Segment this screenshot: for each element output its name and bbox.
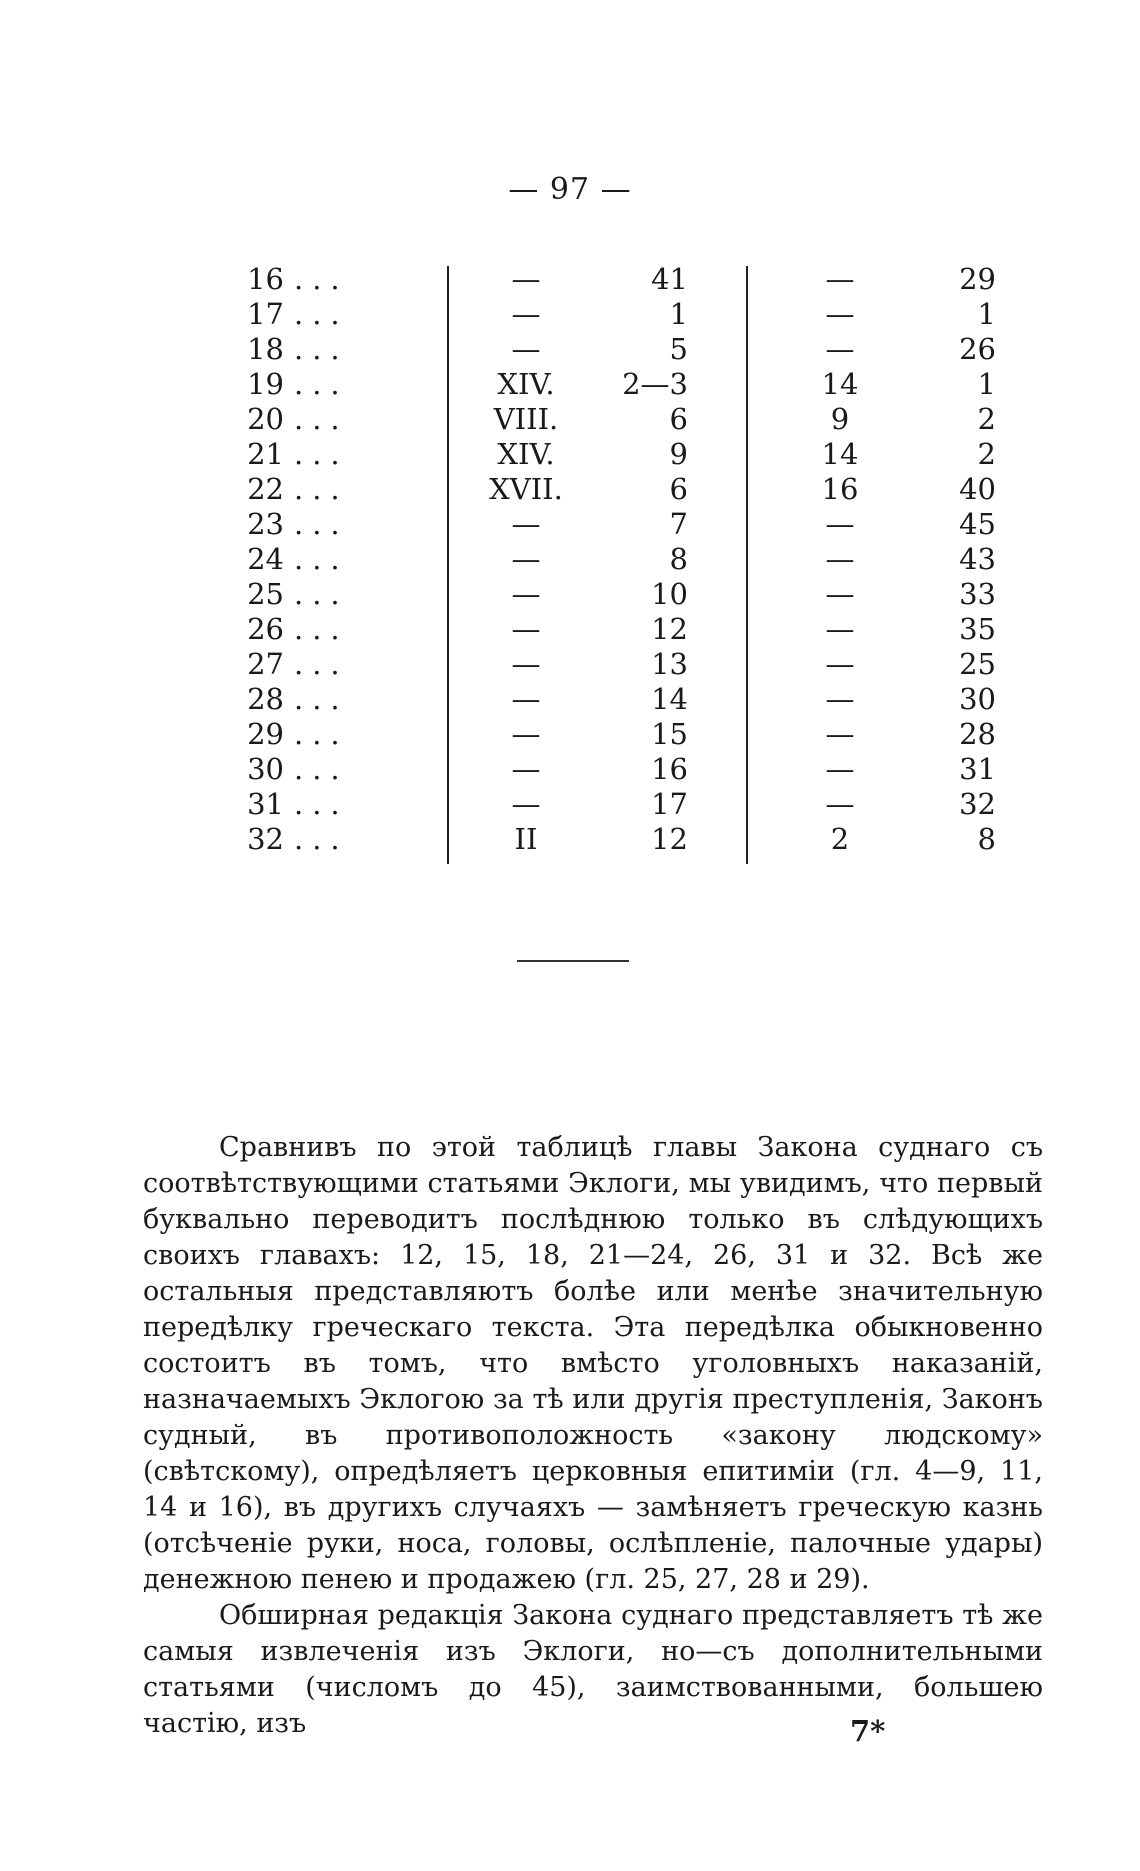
row-number: 17 xyxy=(247,297,284,331)
ecloga-article: 41 xyxy=(651,262,688,296)
table-row xyxy=(0,507,1140,542)
leader-dots: ... xyxy=(294,647,349,681)
row-number: 29 xyxy=(247,717,284,751)
other-chapter: 14 xyxy=(821,367,859,401)
ecloga-chapter: — xyxy=(511,332,541,366)
ecloga-article: 1 xyxy=(669,297,688,331)
other-article: 28 xyxy=(959,717,996,751)
ecloga-article: 6 xyxy=(669,402,688,436)
table-row xyxy=(0,682,1140,717)
row-number: 22 xyxy=(247,472,284,506)
body-text xyxy=(143,1130,1043,1742)
ecloga-chapter: — xyxy=(511,542,541,576)
other-chapter: 2 xyxy=(830,822,850,856)
other-article: 32 xyxy=(959,787,996,821)
leader-dots: ... xyxy=(294,542,349,576)
signature-mark: 7* xyxy=(850,1714,886,1748)
ecloga-article: 9 xyxy=(669,437,688,471)
table-row xyxy=(0,367,1140,402)
row-number: 21 xyxy=(247,437,284,471)
leader-dots: ... xyxy=(294,612,349,646)
ecloga-chapter: — xyxy=(511,682,541,716)
table-row xyxy=(0,787,1140,822)
other-chapter: — xyxy=(825,717,855,751)
ecloga-article: 12 xyxy=(651,612,688,646)
other-chapter: — xyxy=(825,297,855,331)
other-article: 2 xyxy=(977,402,996,436)
ecloga-chapter: — xyxy=(511,647,541,681)
table-row xyxy=(0,402,1140,437)
ecloga-article: 8 xyxy=(669,542,688,576)
other-article: 30 xyxy=(959,682,996,716)
other-article: 29 xyxy=(959,262,996,296)
other-chapter: — xyxy=(825,262,855,296)
other-chapter: — xyxy=(825,682,855,716)
ecloga-article: 13 xyxy=(651,647,688,681)
ecloga-article: 16 xyxy=(651,752,688,786)
paragraph-2: Обширная редакція Закона суднаго представляетъ тѣ же самыя извлеченія изъ Эклоги, но—съ дополнительными статьями (числомъ до 45), заимствованными, большею частію, изъ xyxy=(143,1600,1043,1739)
ecloga-chapter: II xyxy=(514,822,538,856)
leader-dots: ... xyxy=(294,822,349,856)
leader-dots: ... xyxy=(294,297,349,331)
ecloga-article: 17 xyxy=(651,787,688,821)
leader-dots: ... xyxy=(294,332,349,366)
other-article: 31 xyxy=(959,752,996,786)
row-number: 20 xyxy=(247,402,284,436)
other-chapter: 9 xyxy=(830,402,850,436)
page-number: — 97 — xyxy=(508,172,632,207)
row-number: 30 xyxy=(247,752,284,786)
other-article: 1 xyxy=(977,367,996,401)
table-row xyxy=(0,332,1140,367)
other-chapter: 14 xyxy=(821,437,859,471)
other-article: 1 xyxy=(977,297,996,331)
section-divider xyxy=(517,960,629,962)
ecloga-chapter: — xyxy=(511,612,541,646)
other-chapter: — xyxy=(825,787,855,821)
ecloga-chapter: — xyxy=(511,297,541,331)
ecloga-article: 15 xyxy=(651,717,688,751)
other-chapter: — xyxy=(825,332,855,366)
row-number: 23 xyxy=(247,507,284,541)
ecloga-article: 12 xyxy=(651,822,688,856)
ecloga-article: 2—3 xyxy=(622,367,688,401)
row-number: 32 xyxy=(247,822,284,856)
leader-dots: ... xyxy=(294,402,349,436)
leader-dots: ... xyxy=(294,367,349,401)
other-chapter: — xyxy=(825,577,855,611)
row-number: 26 xyxy=(247,612,284,646)
ecloga-article: 14 xyxy=(651,682,688,716)
table-row xyxy=(0,437,1140,472)
ecloga-chapter: — xyxy=(511,717,541,751)
leader-dots: ... xyxy=(294,472,349,506)
other-chapter: — xyxy=(825,507,855,541)
leader-dots: ... xyxy=(294,717,349,751)
other-article: 45 xyxy=(959,507,996,541)
table-row xyxy=(0,577,1140,612)
leader-dots: ... xyxy=(294,787,349,821)
other-chapter: — xyxy=(825,647,855,681)
row-number: 31 xyxy=(247,787,284,821)
table-row xyxy=(0,822,1140,857)
other-article: 33 xyxy=(959,577,996,611)
ecloga-chapter: XIV. xyxy=(497,437,555,471)
table-row xyxy=(0,472,1140,507)
ecloga-chapter: — xyxy=(511,787,541,821)
other-chapter: — xyxy=(825,752,855,786)
table-row xyxy=(0,542,1140,577)
ecloga-article: 5 xyxy=(669,332,688,366)
ecloga-chapter: XIV. xyxy=(497,367,555,401)
ecloga-chapter: — xyxy=(511,752,541,786)
leader-dots: ... xyxy=(294,752,349,786)
row-number: 19 xyxy=(247,367,284,401)
ecloga-article: 10 xyxy=(651,577,688,611)
ecloga-article: 7 xyxy=(669,507,688,541)
ecloga-chapter: — xyxy=(511,262,541,296)
paragraph-1: Сравнивъ по этой таблицѣ главы Закона суднаго съ соотвѣтствующими статьями Эклоги, мы увидимъ, что первый буквально переводитъ послѣднюю только въ слѣдующихъ своихъ главахъ: 12, 15, 18, 21—24, 26, 31 и 32. Всѣ же остальныя представляютъ болѣе или менѣе значительную передѣлку греческаго текста. Эта передѣлка обыкновенно состоитъ въ томъ, что вмѣсто уголовныхъ наказаній, назначаемыхъ Эклогою за тѣ или другія преступленія, Законъ судный, въ противоположность «закону людскому» (свѣтскому), опредѣляетъ церковныя епитиміи (гл. 4—9, 11, 14 и 16), въ другихъ случаяхъ — замѣняетъ греческую казнь (отсѣченіе руки, носа, головы, ослѣпленіе, палочные удары) денежною пенею и продажею (гл. 25, 27, 28 и 29). xyxy=(143,1132,1043,1595)
table-row xyxy=(0,297,1140,332)
ecloga-chapter: — xyxy=(511,577,541,611)
other-article: 35 xyxy=(959,612,996,646)
other-chapter: — xyxy=(825,542,855,576)
other-chapter: — xyxy=(825,612,855,646)
leader-dots: ... xyxy=(294,262,349,296)
row-number: 28 xyxy=(247,682,284,716)
ecloga-chapter: — xyxy=(511,507,541,541)
leader-dots: ... xyxy=(294,507,349,541)
row-number: 25 xyxy=(247,577,284,611)
table-row xyxy=(0,717,1140,752)
leader-dots: ... xyxy=(294,437,349,471)
row-number: 27 xyxy=(247,647,284,681)
other-article: 25 xyxy=(959,647,996,681)
other-article: 8 xyxy=(977,822,996,856)
table-row xyxy=(0,612,1140,647)
row-number: 18 xyxy=(247,332,284,366)
other-article: 43 xyxy=(959,542,996,576)
concordance-table xyxy=(0,262,1140,862)
leader-dots: ... xyxy=(294,682,349,716)
row-number: 16 xyxy=(247,262,284,296)
leader-dots: ... xyxy=(294,577,349,611)
other-chapter: 16 xyxy=(821,472,859,506)
other-article: 26 xyxy=(959,332,996,366)
table-row xyxy=(0,647,1140,682)
row-number: 24 xyxy=(247,542,284,576)
ecloga-article: 6 xyxy=(669,472,688,506)
ecloga-chapter: XVII. xyxy=(489,472,563,506)
ecloga-chapter: VIII. xyxy=(493,402,559,436)
table-row xyxy=(0,752,1140,787)
other-article: 2 xyxy=(977,437,996,471)
other-article: 40 xyxy=(959,472,996,506)
table-row xyxy=(0,262,1140,297)
